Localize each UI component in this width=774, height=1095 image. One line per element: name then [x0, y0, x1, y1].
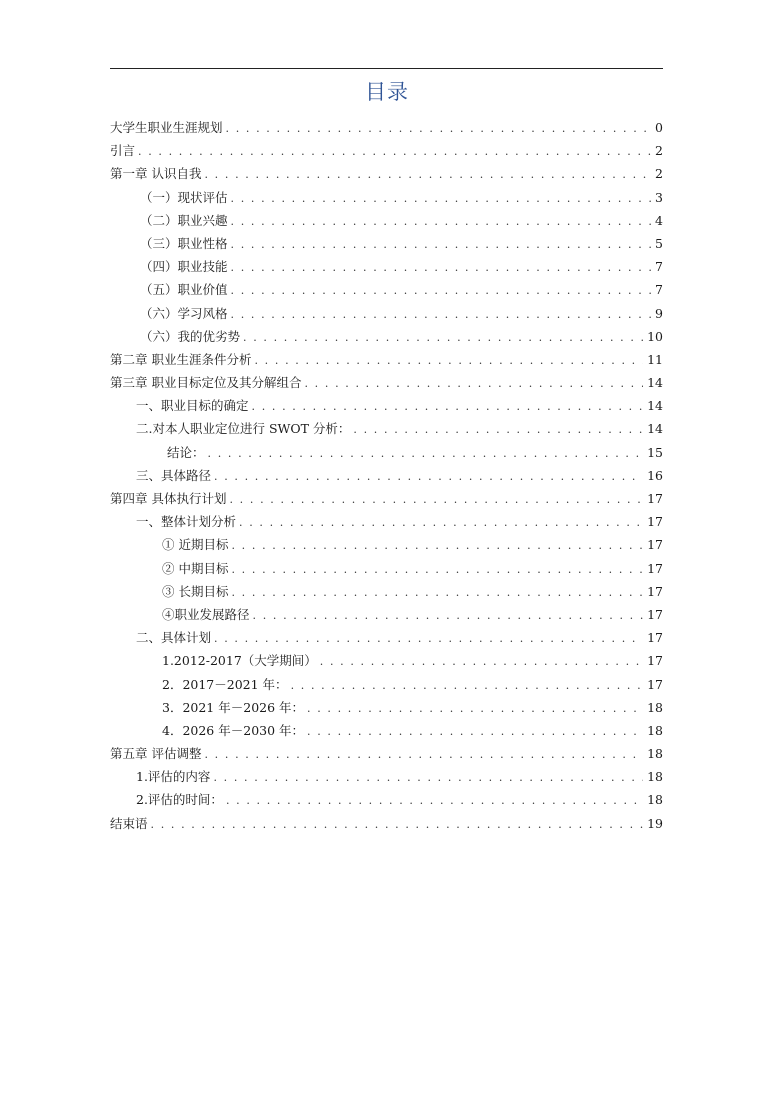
toc-leader-dots: [231, 534, 643, 557]
toc-leader-dots: [320, 650, 643, 673]
toc-entry-label: （五）职业价值: [140, 282, 228, 298]
toc-entry[interactable]: [110, 162, 663, 185]
toc-page-number: 17: [647, 676, 663, 692]
toc-entry-label: （四）职业技能: [140, 259, 228, 275]
toc-leader-dots: [213, 766, 643, 789]
toc-entry-label: 第五章 评估调整: [110, 746, 202, 762]
toc-entry[interactable]: [110, 464, 663, 487]
toc-page-number: 7: [655, 259, 663, 275]
toc-page-number: 11: [647, 351, 663, 367]
toc-entry-label: 第一章 认识自我: [110, 166, 202, 182]
toc-entry[interactable]: [110, 278, 663, 301]
toc-entry[interactable]: [110, 812, 663, 835]
toc-page-number: 9: [655, 305, 663, 321]
toc-entry-label: 4．2026 年－2030 年：: [162, 722, 305, 738]
toc-entry[interactable]: [110, 765, 663, 788]
toc-entry[interactable]: [110, 394, 663, 417]
toc-entry-label: 1.评估的内容: [136, 769, 211, 785]
toc-title: 目录: [365, 80, 409, 104]
toc-entry[interactable]: [110, 603, 663, 626]
toc-leader-dots: [138, 140, 651, 163]
toc-entry-label: （六）我的优劣势: [140, 328, 241, 344]
toc-entry[interactable]: [110, 116, 663, 139]
toc-leader-dots: [307, 720, 643, 743]
toc-entry[interactable]: [110, 719, 663, 742]
toc-leader-dots: [252, 395, 644, 418]
toc-leader-dots: [231, 581, 643, 604]
toc-page-number: 17: [647, 491, 663, 506]
toc-entry[interactable]: [110, 302, 663, 325]
toc-entry[interactable]: [110, 673, 663, 696]
toc-entry[interactable]: [110, 371, 663, 394]
toc-entry-label: （二）职业兴趣: [140, 212, 228, 228]
toc-leader-dots: [291, 674, 644, 697]
toc-entry-label: ④职业发展路径: [162, 606, 250, 622]
toc-entry-label: 引言: [110, 143, 136, 159]
toc-entry[interactable]: [110, 441, 663, 464]
toc-leader-dots: [204, 163, 651, 186]
toc-leader-dots: [231, 303, 652, 326]
toc-leader-dots: [231, 187, 652, 210]
toc-page-number: 17: [647, 653, 663, 669]
toc-entry[interactable]: [110, 533, 663, 556]
toc-entry-label: 2.评估的时间：: [136, 792, 223, 808]
toc-page-number: 2: [655, 166, 663, 182]
toc-entry[interactable]: [110, 325, 663, 348]
toc-page-number: 4: [655, 212, 663, 228]
toc-entry-label: 大学生职业生涯规划: [110, 120, 223, 135]
toc-entry[interactable]: [110, 696, 663, 719]
toc-leader-dots: [353, 418, 643, 441]
toc-page-number: 17: [647, 606, 663, 622]
toc-entry-label: （一）现状评估: [140, 189, 228, 205]
toc-page-number: 16: [647, 467, 663, 483]
toc-page-number: 19: [647, 815, 663, 831]
toc-leader-dots: [231, 558, 643, 581]
toc-page-number: 17: [647, 583, 663, 599]
toc-entry[interactable]: [110, 139, 663, 162]
toc-entry[interactable]: [110, 742, 663, 765]
toc-entry[interactable]: [110, 487, 663, 510]
toc-leader-dots: [214, 627, 643, 650]
toc-entry-label: 一、职业目标的确定: [136, 398, 249, 414]
toc-leader-dots: [226, 789, 643, 812]
toc-page-number: 3: [655, 189, 663, 205]
toc-leader-dots: [208, 442, 644, 465]
toc-page-number: 18: [647, 722, 663, 738]
toc-entry-label: 第三章 职业目标定位及其分解组合: [110, 375, 302, 391]
toc-page-number: 14: [647, 398, 663, 414]
toc-leader-dots: [239, 511, 643, 534]
toc-page-number: 17: [647, 514, 663, 530]
toc-entry[interactable]: [110, 626, 663, 649]
toc-entry[interactable]: [110, 417, 663, 440]
table-of-contents: [110, 116, 663, 835]
toc-page-number: 7: [655, 282, 663, 298]
toc-leader-dots: [229, 488, 643, 511]
toc-page-number: 17: [647, 630, 663, 646]
toc-page-number: 18: [647, 699, 663, 715]
toc-entry-label: 2．2017－2021 年：: [162, 676, 288, 692]
toc-leader-dots: [231, 279, 652, 302]
toc-leader-dots: [204, 743, 643, 766]
toc-page-number: 10: [647, 328, 663, 344]
toc-leader-dots: [231, 256, 652, 279]
toc-entry[interactable]: [110, 209, 663, 232]
header-rule: [110, 68, 663, 69]
toc-page-number: 15: [647, 444, 663, 460]
toc-page-number: 14: [647, 421, 663, 437]
toc-entry-label: 一、整体计划分析: [136, 514, 237, 530]
toc-page-number: 2: [655, 143, 663, 159]
toc-entry[interactable]: [110, 255, 663, 278]
toc-entry-label: 第四章 具体执行计划: [110, 491, 227, 506]
toc-entry[interactable]: [110, 788, 663, 811]
toc-page-number: 18: [647, 792, 663, 808]
toc-leader-dots: [214, 465, 643, 488]
toc-page-number: 17: [647, 560, 663, 576]
toc-entry[interactable]: [110, 557, 663, 580]
toc-entry-label: 三、具体路径: [136, 467, 212, 483]
toc-page-number: 0: [655, 120, 663, 135]
toc-leader-dots: [254, 349, 643, 372]
toc-entry-label: 二.对本人职业定位进行 SWOT 分析：: [136, 421, 351, 437]
toc-leader-dots: [304, 372, 643, 395]
toc-entry-label: （六）学习风格: [140, 305, 228, 321]
toc-entry-label: ① 近期目标: [162, 537, 229, 553]
toc-leader-dots: [226, 117, 652, 140]
toc-entry[interactable]: [110, 580, 663, 603]
toc-entry-label: 3．2021 年－2026 年：: [162, 699, 305, 715]
toc-entry-label: ③ 长期目标: [162, 583, 229, 599]
toc-entry[interactable]: [110, 232, 663, 255]
toc-entry-label: 第二章 职业生涯条件分析: [110, 351, 252, 367]
toc-leader-dots: [151, 813, 644, 836]
toc-page-number: 18: [647, 746, 663, 762]
toc-leader-dots: [231, 233, 652, 256]
toc-entry-label: 结论：: [167, 444, 205, 460]
toc-leader-dots: [253, 604, 644, 627]
toc-entry[interactable]: [110, 186, 663, 209]
toc-leader-dots: [243, 326, 643, 349]
toc-leader-dots: [231, 210, 652, 233]
toc-entry[interactable]: [110, 510, 663, 533]
toc-leader-dots: [307, 697, 643, 720]
toc-entry[interactable]: [110, 649, 663, 672]
toc-entry-label: ② 中期目标: [162, 560, 229, 576]
toc-entry-label: （三）职业性格: [140, 235, 228, 251]
toc-entry-label: 二、具体计划: [136, 630, 212, 646]
toc-entry-label: 1.2012-2017（大学期间）: [162, 653, 317, 669]
toc-page-number: 18: [647, 769, 663, 785]
toc-page-number: 17: [647, 537, 663, 553]
toc-entry-label: 结束语: [110, 815, 148, 831]
toc-page-number: 5: [655, 235, 663, 251]
toc-entry[interactable]: [110, 348, 663, 371]
toc-page-number: 14: [647, 375, 663, 391]
